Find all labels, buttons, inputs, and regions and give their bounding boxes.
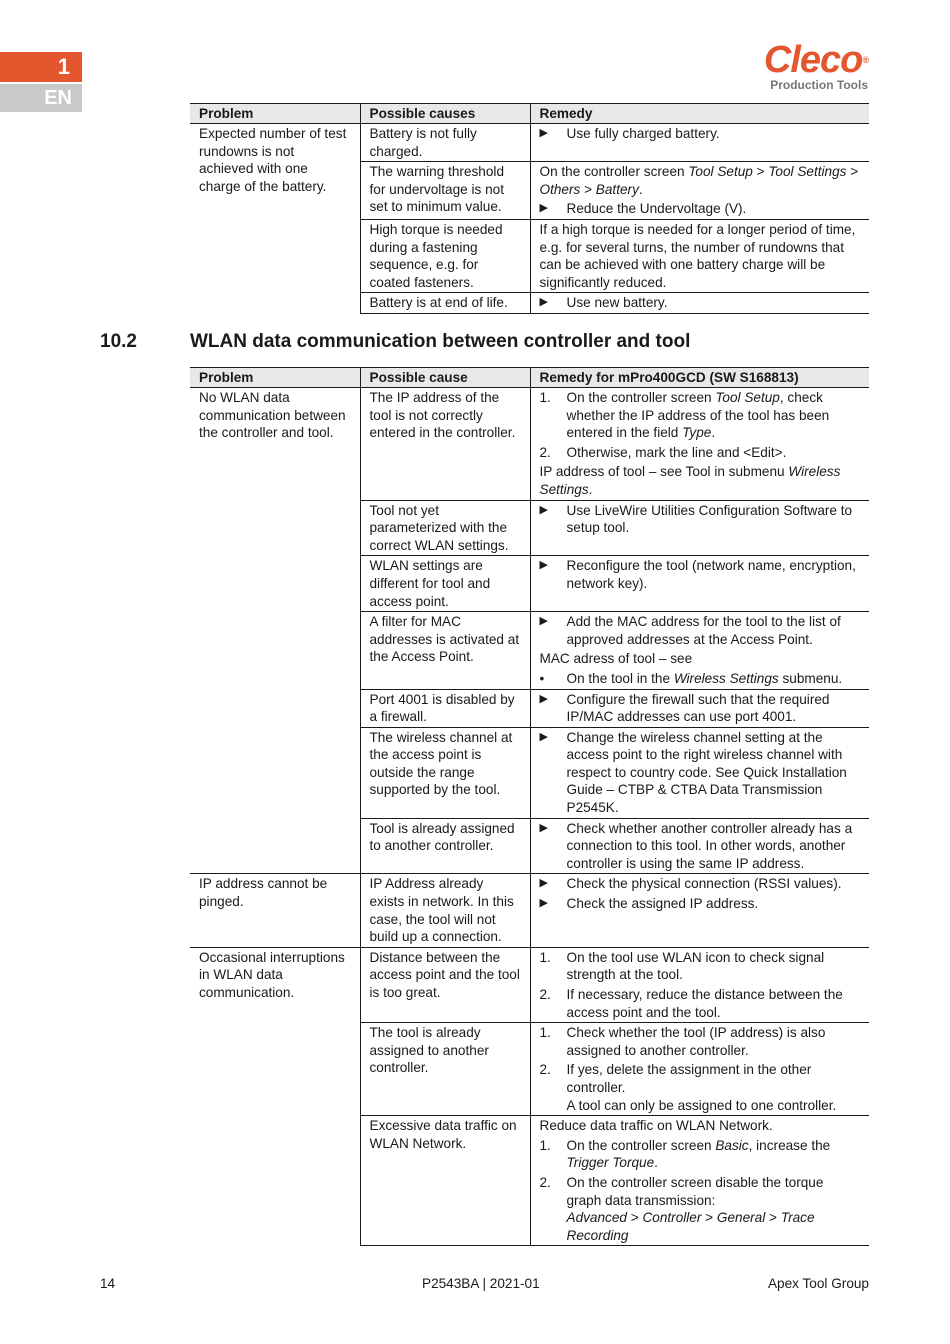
remedy-cell: ▶ Change the wireless channel setting at the access point to the right wireless channel with respect to country code. See Quick Installation Guide – CTBP & CTBA Data Transmission P2545K. bbox=[530, 727, 869, 818]
arrow-right-icon: ▶ bbox=[539, 503, 548, 516]
remedy-cell: 1. On the tool use WLAN icon to check signal strength at the tool. 2. If necessary, reduce the distance between the access point and the tool. bbox=[530, 947, 869, 1022]
bullet-icon: • bbox=[539, 670, 545, 686]
remedy-cell: ▶ Add the MAC address for the tool to the list of approved addresses at the Access Point. MAC adress of tool – see • On the tool in the Wireless Settings submenu. bbox=[530, 612, 869, 689]
problem-cell: Expected number of test rundowns is not achieved with one charge of the battery. bbox=[199, 126, 347, 194]
table-row bbox=[190, 947, 869, 1022]
company-name: Apex Tool Group bbox=[767, 1276, 869, 1291]
cause-cell: Tool not yet parameterized with the correct WLAN settings. bbox=[360, 500, 530, 556]
wlan-troubleshooting-table bbox=[190, 367, 869, 1246]
cause-cell: Distance between the access point and the tool is too great. bbox=[360, 947, 530, 1022]
remedy-cell: ▶ Check the physical connection (RSSI values). ▶ Check the assigned IP address. bbox=[530, 874, 869, 947]
table-row bbox=[190, 124, 869, 162]
header-problem: Problem bbox=[190, 104, 360, 124]
cause-cell: High torque is needed during a fastening sequence, e.g. for coated fasteners. bbox=[360, 219, 530, 292]
header-remedy: Remedy bbox=[530, 104, 869, 124]
table-header-row bbox=[190, 104, 869, 124]
cause-cell: Excessive data traffic on WLAN Network. bbox=[360, 1116, 530, 1246]
table-header-row bbox=[190, 368, 869, 388]
chapter-tab-number: 1 bbox=[0, 52, 82, 82]
cause-cell: The IP address of the tool is not correctly entered in the controller. bbox=[360, 388, 530, 501]
remedy-cell: ▶ Check whether another controller already has a connection to this tool. In other words, another controller is using the same IP address. bbox=[530, 818, 869, 874]
page-number: 14 bbox=[100, 1276, 116, 1291]
problem-cell: Occasional interruptions in WLAN data communication. bbox=[190, 947, 360, 1246]
remedy-cell: ▶ Use new battery. bbox=[530, 293, 869, 314]
problem-cell: IP address cannot be pinged. bbox=[190, 874, 360, 947]
language-tab: EN bbox=[0, 84, 82, 112]
section-number: 10.2 bbox=[100, 331, 137, 352]
arrow-right-icon: ▶ bbox=[539, 897, 548, 910]
brand-tagline: Production Tools bbox=[770, 78, 868, 92]
header-problem: Problem bbox=[190, 368, 360, 388]
arrow-right-icon: ▶ bbox=[539, 202, 548, 215]
cause-cell: The warning threshold for undervoltage is not set to minimum value. bbox=[360, 162, 530, 220]
brand-name: Cleco bbox=[763, 39, 863, 81]
arrow-right-icon: ▶ bbox=[539, 559, 548, 572]
arrow-right-icon: ▶ bbox=[539, 296, 548, 309]
remedy-cell: 1. On the controller screen Tool Setup, check whether the IP address of the tool has been entered in the field Type. 2. Otherwise, mark the line and <Edit>. IP address of tool – see Tool in submenu Wireless Settings. bbox=[530, 388, 869, 501]
cause-cell: Battery is not fully charged. bbox=[360, 124, 530, 162]
remedy-cell: On the controller screen Tool Setup > Tool Settings > Others > Battery. ▶ Reduce the Undervoltage (V). bbox=[530, 162, 869, 220]
table-row bbox=[190, 874, 869, 947]
cause-cell: The tool is already assigned to another controller. bbox=[360, 1023, 530, 1116]
cause-cell: Tool is already assigned to another controller. bbox=[360, 818, 530, 874]
cause-cell: The wireless channel at the access point is outside the range supported by the tool. bbox=[360, 727, 530, 818]
cause-cell: Port 4001 is disabled by a firewall. bbox=[360, 689, 530, 727]
header-causes: Possible causes bbox=[360, 104, 530, 124]
remedy-cell: Reduce data traffic on WLAN Network. 1. On the controller screen Basic, increase the Trigger Torque. 2. On the controller screen disable the torque graph data transmission: Advanced > Controller > General > Trace Recording bbox=[530, 1116, 869, 1246]
arrow-right-icon: ▶ bbox=[539, 821, 548, 834]
remedy-cell: ▶ Use LiveWire Utilities Configuration Software to setup tool. bbox=[530, 500, 869, 556]
cause-cell: Battery is at end of life. bbox=[360, 293, 530, 314]
cause-cell: WLAN settings are different for tool and access point. bbox=[360, 556, 530, 612]
brand-logo bbox=[764, 40, 868, 92]
table-row bbox=[190, 388, 869, 501]
header-cause: Possible cause bbox=[360, 368, 530, 388]
remedy-cell: If a high torque is needed for a longer period of time, e.g. for several turns, the number of rundowns that can be achieved with one battery charge will be significantly reduced. bbox=[530, 219, 869, 292]
remedy-cell: 1. Check whether the tool (IP address) is also assigned to another controller. 2. If yes, delete the assignment in the other controller. A tool can only be assigned to one controller. bbox=[530, 1023, 869, 1116]
problem-cell: No WLAN data communication between the controller and tool. bbox=[199, 390, 346, 441]
remedy-cell: ▶ Configure the firewall such that the required IP/MAC addresses can use port 4001. bbox=[530, 689, 869, 727]
remedy-cell: ▶ Reconfigure the tool (network name, encryption, network key). bbox=[530, 556, 869, 612]
section-title: WLAN data communication between controller and tool bbox=[190, 331, 691, 352]
cause-cell: A filter for MAC addresses is activated at the Access Point. bbox=[360, 612, 530, 689]
arrow-right-icon: ▶ bbox=[539, 730, 548, 743]
arrow-right-icon: ▶ bbox=[539, 877, 548, 890]
arrow-right-icon: ▶ bbox=[539, 692, 548, 705]
header-remedy: Remedy for mPro400GCD (SW S168813) bbox=[530, 368, 869, 388]
arrow-right-icon: ▶ bbox=[539, 127, 548, 139]
remedy-cell: ▶ Use fully charged battery. bbox=[530, 124, 869, 162]
registered-mark: ® bbox=[862, 55, 868, 65]
document-id: P2543BA | 2021-01 bbox=[422, 1276, 540, 1291]
cause-cell: IP Address already exists in network. In this case, the tool will not build up a connection. bbox=[360, 874, 530, 947]
arrow-right-icon: ▶ bbox=[539, 615, 548, 628]
battery-troubleshooting-table bbox=[190, 103, 869, 314]
